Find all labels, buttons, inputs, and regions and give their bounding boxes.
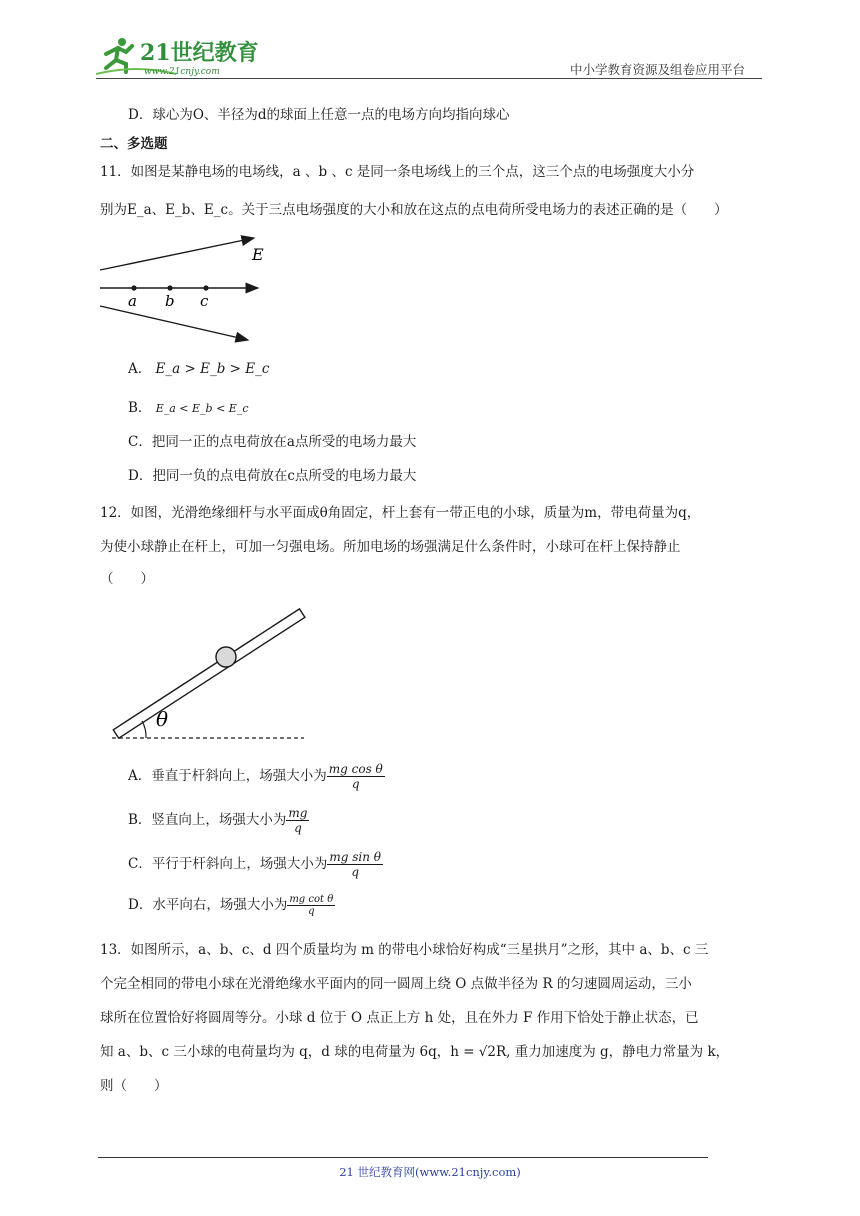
q12-rod-figure [106,598,316,744]
q11-option-b: B． E_a < E_b < E_c [128,400,249,416]
q13-stem-line5: 则（ ） [100,1078,168,1094]
q13-stem-line3: 球所在位置恰好将圆周等分。小球 d 位于 O 点正上方 h 处，且在外力 F 作用下恰处于静止状态，已 [100,1010,699,1026]
logo-url: www.21cnjy.com [144,67,220,77]
q12-stem-line1: 12．如图，光滑绝缘细杆与水平面成θ角固定，杆上套有一带正电的小球，质量为m，带电荷量为q， [100,505,701,521]
label-E: E [252,245,264,264]
q11-option-a: A． E_a > E_b > E_c [128,361,270,377]
field-line-bottom [100,306,248,340]
label-a: a [128,292,137,310]
q12-option-b: B．竖直向上，场强大小为 $\frac{mg}{q}$ [128,806,308,835]
footer-link[interactable]: 21 世纪教育网(www.21cnjy.com) [339,1165,521,1179]
header-divider [96,78,762,79]
label-c: c [200,292,209,310]
q13-stem-line4: 知 a、b、c 三小球的电荷量均为 q，d 球的电荷量为 6q，h = √2R, 重力加速度为 g，静电力常量为 k， [100,1044,730,1060]
footer-divider [98,1157,708,1158]
point-b [167,285,172,290]
logo-runner-icon [96,34,266,78]
q13-stem-line2: 个完全相同的带电小球在光滑绝缘水平面内的同一圆周上绕 O 点做半径为 R 的匀速圆周运动，三小 [100,976,692,992]
site-logo [96,34,266,78]
q11-stem-line1: 11．如图是某静电场的电场线，a 、b 、c 是同一条电场线上的三个点，这三个点的电场强度大小分 [100,164,695,180]
q12-option-a: A．垂直于杆斜向上，场强大小为 $\frac{\text{mg cos θ}}{q}$ [128,762,383,791]
q11-option-c: C．把同一正的点电荷放在a点所受的电场力最大 [128,434,417,450]
charged-ball [216,647,236,667]
q12-stem-line2: 为使小球静止在杆上，可加一匀强电场。所加电场的场强满足什么条件时，小球可在杆上保持静止 [100,539,681,555]
section-title: 二、多选题 [100,136,168,152]
q13-stem-line1: 13．如图所示，a、b、c、d 四个质量均为 m 的带电小球恰好构成“三星拱月”之形，其中 a、b、c 三 [100,942,709,958]
q12-option-c: C．平行于杆斜向上，场强大小为 $\frac{\text{mg sin θ}}{q}$ [128,850,381,879]
logo-text: 21世纪教育 [140,40,259,66]
label-b: b [165,292,175,310]
q11-field-lines-figure [96,228,286,348]
platform-name: 中小学教育资源及组卷应用平台 [570,62,746,77]
q11-option-d: D．把同一负的点电荷放在c点所受的电场力最大 [128,468,417,484]
insulating-rod [113,609,305,738]
angle-arc [142,721,146,738]
q12-stem-line3: （ ） [100,571,154,587]
field-line-top [100,238,254,270]
q12-option-d: D．水平向右，场强大小为 $\frac{\text{mg cot θ}}{q}$ [128,894,334,917]
label-theta: θ [156,707,169,731]
point-c [203,285,208,290]
q10-option-d: D．球心为O、半径为d的球面上任意一点的电场方向均指向球心 [128,107,510,123]
point-a [131,285,136,290]
q11-stem-line2: 别为E_a、E_b、E_c。关于三点电场强度的大小和放在这点的点电荷所受电场力的表述正确的是（ ） [100,202,728,218]
